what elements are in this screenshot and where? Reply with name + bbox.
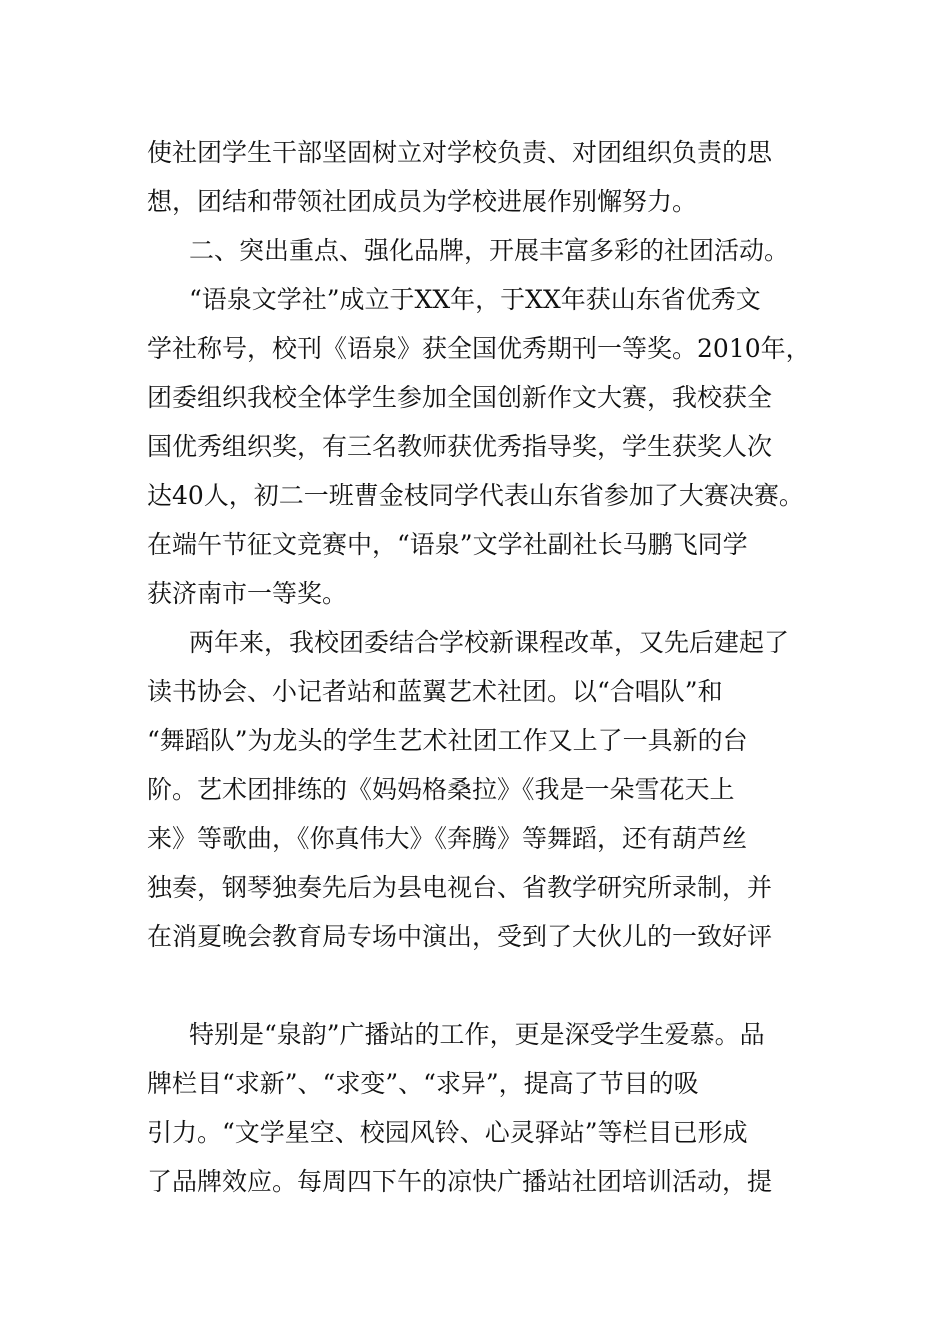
- paragraph-line: 了品牌效应。每周四下午的凉快广播站社团培训活动，提: [147, 1167, 773, 1196]
- paragraph-line: 想，团结和带领社团成员为学校进展作别懈努力。: [147, 187, 698, 216]
- paragraph-line: 学社称号，校刊《语泉》获全国优秀期刊一等奖。2010年，: [147, 334, 811, 363]
- paragraph-line: 达40人，初二一班曹金枝同学代表山东省参加了大赛决赛。: [147, 481, 804, 510]
- paragraph-line: 阶。艺术团排练的《妈妈格桑拉》《我是一朵雪花天上: [147, 775, 735, 804]
- paragraph-line: 牌栏目“求新”、“求变”、“求异”，提高了节目的吸: [147, 1069, 699, 1098]
- paragraph-line: 来》等歌曲，《你真伟大》《奔腾》等舞蹈，还有葫芦丝: [147, 824, 748, 853]
- paragraph-line: 国优秀组织奖，有三名教师获优秀指导奖，学生获奖人次: [147, 432, 773, 461]
- paragraph-gap: [147, 961, 827, 1010]
- paragraph-line: 特别是“泉韵”广播站的工作，更是深受学生爱慕。品: [189, 1020, 765, 1049]
- paragraph-line: 使社团学生干部坚固树立对学校负责、对团组织负责的思: [147, 138, 773, 167]
- paragraph-line: 在端午节征文竞赛中，“语泉”文学社副社长马鹏飞同学: [147, 530, 748, 559]
- paragraph-line: 读书协会、小记者站和蓝翼艺术社团。以“合唱队”和: [147, 677, 723, 706]
- paragraph-line: 团委组织我校全体学生参加全国创新作文大赛，我校获全: [147, 383, 773, 412]
- paragraph-line: “舞蹈队”为龙头的学生艺术社团工作又上了一具新的台: [147, 726, 748, 755]
- section-heading: 二、突出重点、强化品牌，开展丰富多彩的社团活动。: [189, 236, 790, 265]
- paragraph-line: 在消夏晚会教育局专场中演出，受到了大伙儿的一致好评: [147, 922, 773, 951]
- paragraph-line: 两年来，我校团委结合学校新课程改革，又先后建起了: [189, 628, 790, 657]
- paragraph-line: 获济南市一等奖。: [147, 579, 348, 608]
- paragraph-line: 独奏，钢琴独奏先后为县电视台、省教学研究所录制，并: [147, 873, 773, 902]
- paragraph-line: “语泉文学社”成立于XX年，于XX年获山东省优秀文: [189, 285, 761, 314]
- paragraph-line: 引力。“文学星空、校园风铃、心灵驿站”等栏目已形成: [147, 1118, 748, 1147]
- document-body: [147, 128, 827, 1206]
